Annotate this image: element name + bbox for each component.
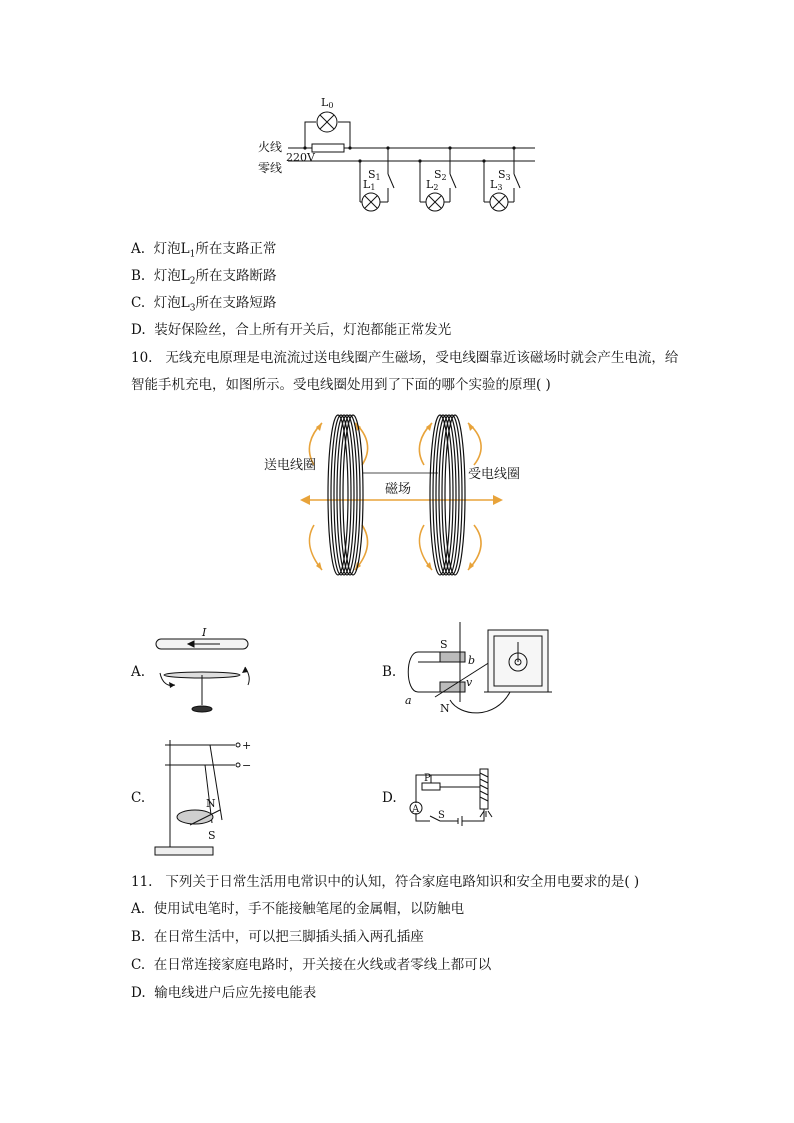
q10-stem-line1: 10. 无线充电原理是电流流过送电线圈产生磁场，受电线圈靠近该磁场时就会产生电流，给 bbox=[131, 350, 679, 366]
q10-option-d-letter[interactable]: D. bbox=[382, 790, 397, 806]
q11-option-b[interactable]: B. 在日常生活中，可以把三脚插头插入两孔插座 bbox=[131, 929, 424, 945]
svg-text:S3: S3 bbox=[498, 168, 511, 182]
svg-text:L0: L0 bbox=[321, 96, 334, 110]
svg-text:N: N bbox=[206, 797, 216, 810]
svg-text:a: a bbox=[405, 694, 412, 707]
household-circuit-diagram bbox=[250, 88, 550, 218]
current-label: I bbox=[202, 626, 207, 639]
svg-text:+: + bbox=[242, 739, 252, 752]
q10-option-a-letter[interactable]: A. bbox=[131, 664, 146, 680]
q9-option-a[interactable]: A. 灯泡$L_1$所在支路正常 bbox=[131, 241, 277, 260]
q9-option-b[interactable]: B. 灯泡$L_2$所在支路断路 bbox=[131, 268, 277, 287]
svg-text:v: v bbox=[466, 676, 473, 689]
oersted-experiment-figure[interactable] bbox=[150, 625, 260, 720]
svg-text:−: − bbox=[242, 759, 252, 772]
wireless-charging-coils-figure bbox=[260, 405, 535, 585]
q11-stem: 11. 下列关于日常生活用电常识中的认知，符合家庭电路知识和安全用电要求的是( ) bbox=[131, 874, 640, 890]
induction-galvanometer-figure[interactable] bbox=[400, 622, 555, 727]
svg-text:P: P bbox=[424, 773, 431, 784]
q10-option-c-letter[interactable]: C. bbox=[131, 790, 146, 806]
svg-text:b: b bbox=[468, 654, 476, 667]
svg-text:S: S bbox=[440, 638, 448, 651]
q10-stem-line2: 智能手机充电，如图所示。受电线圈处用到了下面的哪个实验的原理( ) bbox=[131, 377, 551, 393]
l0-label: L bbox=[321, 96, 329, 109]
svg-text:N: N bbox=[440, 702, 450, 715]
q11-option-d[interactable]: D. 输电线进户后应先接电能表 bbox=[131, 985, 317, 1001]
q9-option-c[interactable]: C. 灯泡$L_3$所在支路短路 bbox=[131, 295, 277, 314]
svg-text:S2: S2 bbox=[434, 168, 447, 182]
q11-option-c[interactable]: C. 在日常连接家庭电路时，开关接在火线或者零线上都可以 bbox=[131, 957, 492, 973]
q11-number: 11. bbox=[131, 874, 153, 890]
q10-number: 10. bbox=[131, 350, 153, 366]
motor-principle-figure[interactable] bbox=[150, 735, 250, 860]
q11-option-a[interactable]: A. 使用试电笔时，手不能接触笔尾的金属帽，以防触电 bbox=[131, 901, 465, 917]
receive-coil-label: 受电线圈 bbox=[468, 467, 521, 482]
send-coil-label: 送电线圈 bbox=[264, 458, 317, 473]
svg-text:A: A bbox=[412, 804, 420, 815]
electromagnet-circuit-figure[interactable] bbox=[400, 765, 505, 830]
live-wire-label: 火线 bbox=[258, 140, 283, 154]
svg-text:S: S bbox=[438, 810, 445, 821]
voltage-label: 220V bbox=[286, 151, 315, 164]
svg-text:L2: L2 bbox=[426, 178, 439, 192]
svg-text:S: S bbox=[208, 829, 216, 842]
svg-text:L1: L1 bbox=[363, 178, 376, 192]
svg-text:L3: L3 bbox=[490, 178, 503, 192]
field-label: 磁场 bbox=[385, 482, 412, 497]
q9-option-d[interactable]: D. 装好保险丝，合上所有开关后，灯泡都能正常发光 bbox=[131, 322, 452, 338]
neutral-wire-label: 零线 bbox=[258, 161, 283, 175]
q10-option-b-letter[interactable]: B. bbox=[382, 664, 397, 680]
svg-text:S1: S1 bbox=[368, 168, 381, 182]
